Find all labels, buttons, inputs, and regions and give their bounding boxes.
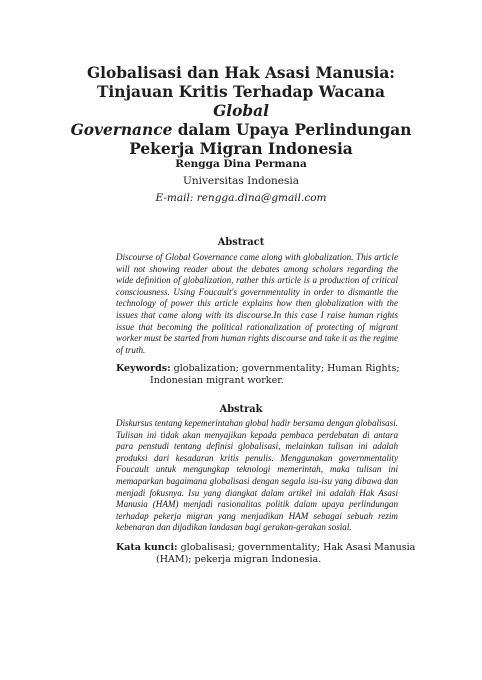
- abstract-body: Discourse of Global Governance came along with globalization. This article will not showing reader about the debates among scholars regarding the wide definition of globalization, rather this article is a production of critical consciousness. Using Foucault's governmentality in order to dismantle the technology of power this article explains how then globalization with the issues that came along with its discourse.In this case I raise human rights issue that becoming the political rationalization of protecting of migrant worker must be started from human rights discourse and take it as the regime of truth.: [116, 252, 398, 355]
- article-title: [70, 64, 412, 159]
- kata-kunci-line-1: [116, 542, 416, 554]
- title-line-3-italic: Governance: [70, 121, 173, 139]
- author-email: E-mail: rengga.dina@gmail.com: [155, 192, 327, 204]
- title-line-4: Pekerja Migran Indonesia: [129, 140, 353, 158]
- kata-kunci-label: Kata kunci:: [116, 542, 178, 553]
- keywords-text-1: globalization; governmentality; Human Rights;: [170, 363, 400, 374]
- title-line-2: [70, 83, 412, 121]
- title-line-2-italic: Global: [213, 102, 269, 120]
- keywords-text-2: Indonesian migrant worker.: [150, 375, 284, 386]
- title-line-2-text: Tinjauan Kritis Terhadap Wacana: [96, 83, 386, 101]
- kata-kunci-text-2: (HAM); pekerja migran Indonesia.: [156, 554, 322, 565]
- title-line-3-text: dalam Upaya Perlindungan: [172, 121, 412, 139]
- abstract-heading: Abstract: [217, 237, 265, 248]
- kata-kunci-text-1: globalisasi; governmentality; Hak Asasi Manusia: [177, 542, 416, 553]
- abstrak-body: Diskursus tentang kepemerintahan global hadir bersama dengan globalisasi. Tulisan ini tidak akan menyajikan kepada pembaca perdebatan di antara para penstudi tentang definisi globalisasi, melainkan tulisan ini adalah produksi dari kesadaran kritis penulis. Menggunakan governmentality Foucault untuk mengungkap teknologi memerintah, maka tulisan ini memaparkan bagaimana globalisasi dengan segala isu-isu yang dibawa dan menjadi fokusnya. Isu yang diangkat dalam artikel ini adalah Hak Asasi Manusia (HAM) menjadi rasionalitas politik dalam upaya perlindungan terhadap pekerja migran yang menjadikan HAM sebagai sebuah rezim kebenaran dan dijadikan landasan bagi gerakan-gerakan sosial.: [116, 418, 398, 533]
- kata-kunci: [116, 542, 416, 566]
- abstrak-heading: Abstrak: [219, 404, 263, 415]
- keywords-label: Keywords:: [116, 363, 171, 374]
- keywords-line-1: [116, 363, 416, 375]
- author-affiliation: Universitas Indonesia: [182, 175, 300, 187]
- keywords: [116, 363, 416, 387]
- title-line-3: [70, 121, 412, 140]
- title-line-1: Globalisasi dan Hak Asasi Manusia:: [86, 64, 395, 82]
- author-name: Rengga Dina Permana: [175, 158, 307, 170]
